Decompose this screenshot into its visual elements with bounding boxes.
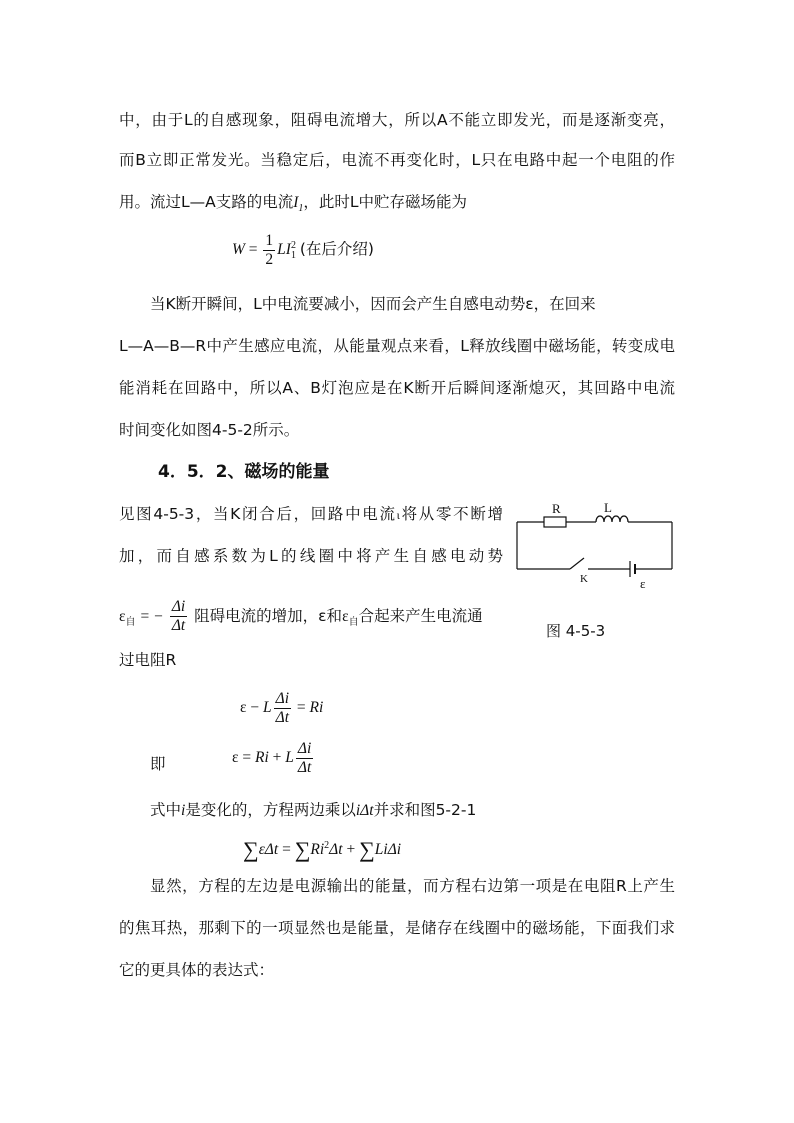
energy-equation bbox=[232, 232, 374, 269]
fraction-numerator: 1 bbox=[265, 232, 274, 249]
fraction-denominator: Δt bbox=[171, 617, 186, 634]
math-operator: − bbox=[250, 699, 260, 717]
paragraph-line: 它的更具体的表达式： bbox=[119, 961, 275, 979]
math-superscript: 2 bbox=[290, 239, 296, 251]
paragraph-line: 能消耗在回路中，所以A、B灯泡应是在K断开后瞬间逐渐熄灭，其回路中电流 bbox=[119, 379, 675, 397]
math-operator: = bbox=[248, 241, 258, 259]
math-symbol: W bbox=[232, 241, 245, 259]
math-subscript: 1 bbox=[290, 249, 296, 261]
equation-note: (在后介绍) bbox=[299, 240, 374, 259]
circuit-equation bbox=[232, 740, 315, 777]
math-subscript: 自 bbox=[125, 617, 136, 629]
math-symbol: Ri bbox=[309, 699, 324, 717]
math-operator: + bbox=[272, 749, 282, 767]
math-operator: = bbox=[296, 699, 306, 717]
fraction bbox=[170, 598, 187, 635]
emf-label: ε bbox=[640, 576, 646, 591]
ji-label: 即 bbox=[150, 755, 166, 773]
paragraph-line: L—A—B—R中产生感应电流，从能量观点来看，L释放线圈中磁场能，转变成电 bbox=[119, 337, 675, 355]
current-symbol bbox=[293, 194, 304, 215]
paragraph-line: 时间变化如图4-5-2所示。 bbox=[119, 421, 300, 439]
text-span: 合起来产生电流通 bbox=[358, 607, 483, 625]
fraction-numerator: Δi bbox=[275, 690, 290, 707]
fraction bbox=[296, 740, 313, 777]
circuit-diagram bbox=[512, 498, 678, 594]
math-symbol bbox=[119, 608, 136, 629]
paragraph-line bbox=[119, 598, 503, 635]
paragraph-line bbox=[119, 504, 503, 525]
text-span: 将从零不断增 bbox=[399, 505, 503, 523]
math-subscript: 1 bbox=[298, 203, 304, 215]
math-operator: = bbox=[140, 608, 150, 625]
fraction-numerator: Δi bbox=[171, 598, 186, 615]
math-symbol: L bbox=[263, 699, 272, 717]
math-symbol: I bbox=[293, 194, 299, 211]
paragraph-line bbox=[119, 192, 467, 219]
math-symbol: i bbox=[181, 802, 186, 819]
fraction-numerator: Δi bbox=[297, 740, 312, 757]
math-symbol: LiΔi bbox=[374, 841, 402, 859]
math-symbol bbox=[342, 608, 359, 629]
text-span: ，此时L中贮存磁场能为 bbox=[303, 193, 468, 211]
paragraph-line: 中，由于L的自感现象，阻碍电流增大，所以A不能立即发光，而是逐渐变亮， bbox=[119, 111, 675, 129]
inductor-label: L bbox=[604, 500, 612, 515]
fraction-denominator: Δt bbox=[275, 709, 290, 726]
sigma-symbol: ∑ bbox=[243, 837, 259, 863]
paragraph-line: 显然，方程的左边是电源输出的能量，而方程右边第一项是在电阻R上产生 bbox=[150, 877, 675, 895]
resistor-symbol bbox=[544, 517, 566, 527]
figure-caption: 图 4-5-3 bbox=[546, 622, 606, 640]
math-symbol: Ri bbox=[310, 841, 325, 859]
math-symbol: iΔt bbox=[355, 802, 374, 819]
math-operator: = bbox=[282, 841, 291, 859]
math-operator: + bbox=[346, 841, 356, 859]
text-span: 阻碍电流的增加，ε和 bbox=[194, 607, 343, 625]
math-subscript: 自 bbox=[348, 617, 359, 629]
fraction bbox=[274, 690, 291, 727]
sup-sub-stack bbox=[291, 241, 296, 261]
sigma-symbol: ∑ bbox=[294, 837, 311, 863]
paragraph-line: 的焦耳热，那剩下的一项显然也是能量，是储存在线圈中的磁场能，下面我们求 bbox=[119, 919, 675, 937]
paragraph-line: 当K断开瞬间，L中电流要减小，因而会产生自感电动势ε，在回来 bbox=[150, 295, 596, 313]
switch-label: K bbox=[580, 573, 588, 585]
switch-symbol bbox=[570, 558, 584, 569]
math-symbol: εΔt bbox=[258, 841, 279, 859]
math-operator: − bbox=[154, 608, 163, 625]
text-span: 式中 bbox=[150, 801, 182, 819]
text-span: 是变化的，方程两边乘以 bbox=[185, 801, 356, 819]
math-superscript: 2 bbox=[324, 840, 330, 851]
inductor-symbol bbox=[596, 516, 628, 522]
resistor-label: R bbox=[552, 501, 561, 516]
paragraph-line: 加，而自感系数为L的线圈中将产生自感电动势 bbox=[119, 547, 503, 565]
text-span: 见图4-5-3，当K闭合后，回路中电流 bbox=[119, 505, 397, 523]
circuit-equation bbox=[240, 690, 323, 727]
math-symbol: Δt bbox=[329, 841, 343, 859]
math-symbol: ε bbox=[119, 608, 126, 625]
math-symbol: LI bbox=[277, 241, 291, 259]
text-span: 用。流过L—A支路的电流 bbox=[119, 193, 294, 211]
math-symbol: ε bbox=[342, 608, 349, 625]
paragraph-line: 过电阻R bbox=[119, 651, 177, 669]
fraction-denominator: Δt bbox=[297, 759, 312, 776]
text-span: 并求和图5-2-1 bbox=[373, 801, 477, 819]
math-symbol: ι bbox=[396, 508, 400, 522]
math-symbol: ε bbox=[240, 699, 247, 717]
sum-equation bbox=[243, 836, 402, 863]
fraction bbox=[263, 232, 275, 269]
math-symbol: L bbox=[285, 749, 294, 767]
math-symbol: Ri bbox=[255, 749, 269, 767]
paragraph-line: 而B立即正常发光。当稳定后，电流不再变化时，L只在电路中起一个电阻的作 bbox=[119, 151, 675, 169]
math-symbol: ε bbox=[232, 749, 239, 767]
section-heading: 4．5．2、磁场的能量 bbox=[158, 462, 330, 482]
math-operator: = bbox=[242, 749, 252, 767]
sigma-symbol: ∑ bbox=[359, 837, 375, 863]
paragraph-line bbox=[150, 800, 476, 821]
fraction-denominator: 2 bbox=[265, 251, 274, 268]
